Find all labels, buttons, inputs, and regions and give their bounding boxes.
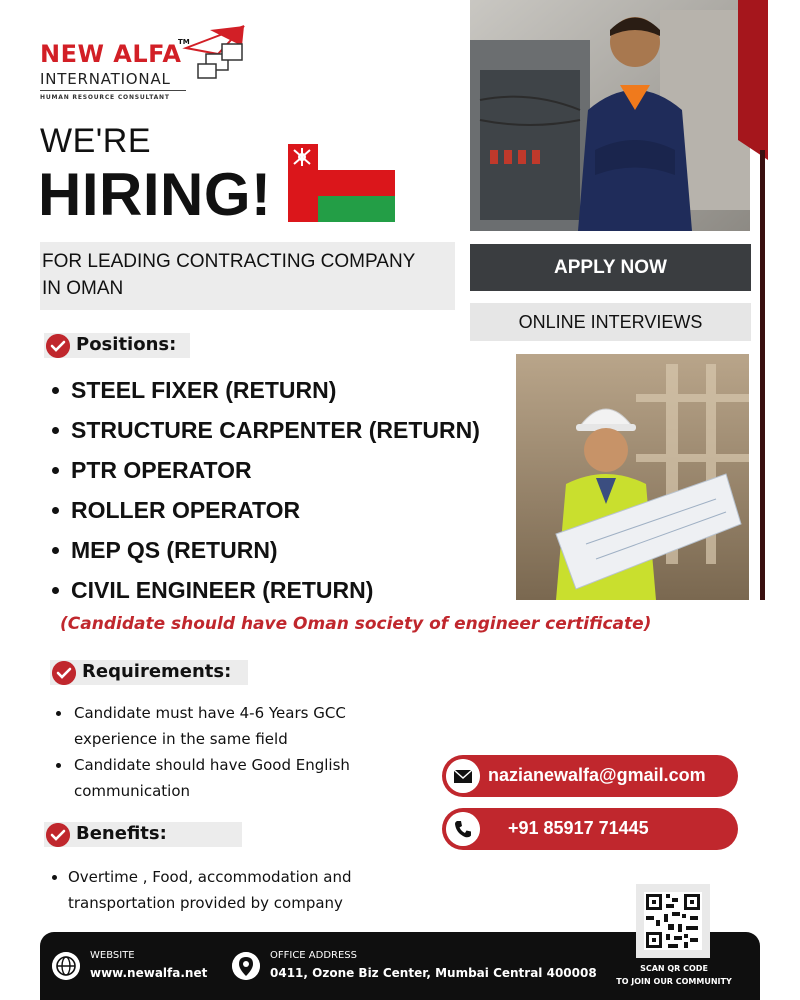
website-link[interactable]: www.newalfa.net <box>90 966 208 980</box>
globe-icon <box>52 952 80 980</box>
qr-caption-line-2: TO JOIN OUR COMMUNITY <box>616 977 732 986</box>
logo-trademark: TM <box>178 38 190 46</box>
headline-hiring: HIRING! <box>38 161 272 228</box>
position-item: PTR OPERATOR <box>52 454 480 494</box>
requirement-item: Candidate should have Good English communication <box>56 752 386 804</box>
company-logo <box>40 24 250 106</box>
qr-code[interactable] <box>636 884 710 958</box>
oman-flag-icon <box>288 144 395 222</box>
online-interviews-label: ONLINE INTERVIEWS <box>470 303 751 341</box>
check-circle-icon <box>46 823 70 847</box>
phone-pill[interactable] <box>442 808 738 850</box>
position-item: STRUCTURE CARPENTER (RETURN) <box>52 414 480 454</box>
positions-title: Positions: <box>76 334 177 355</box>
logo-divider <box>40 90 186 91</box>
office-label: OFFICE ADDRESS <box>270 950 358 961</box>
company-description <box>42 248 442 302</box>
office-address: 0411, Ozone Biz Center, Mumbai Central 400008 <box>270 966 597 980</box>
logo-name: NEW ALFA <box>40 40 182 68</box>
apply-now-button[interactable]: APPLY NOW <box>470 244 751 291</box>
logo-international: INTERNATIONAL <box>40 70 171 88</box>
worker-photo <box>470 0 750 231</box>
benefit-item: Overtime , Food, accommodation and transportation provided by company <box>50 864 380 916</box>
decorative-red-bar <box>738 0 768 160</box>
check-circle-icon <box>46 334 70 358</box>
requirements-title: Requirements: <box>82 661 232 682</box>
qr-caption <box>600 962 748 988</box>
benefits-list <box>50 864 380 916</box>
envelope-icon <box>446 759 480 793</box>
certificate-note: (Candidate should have Oman society of engineer certificate) <box>60 614 652 634</box>
position-item: STEEL FIXER (RETURN) <box>52 374 480 414</box>
email-pill[interactable] <box>442 755 738 797</box>
benefits-title: Benefits: <box>76 823 167 844</box>
company-line-1: FOR LEADING CONTRACTING COMPANY <box>42 251 416 272</box>
check-circle-icon <box>52 661 76 685</box>
location-pin-icon <box>232 952 260 980</box>
position-item: MEP QS (RETURN) <box>52 534 480 574</box>
engineer-photo <box>516 354 749 600</box>
logo-tagline: HUMAN RESOURCE CONSULTANT <box>40 94 170 101</box>
email-address[interactable]: nazianewalfa@gmail.com <box>488 765 706 785</box>
qr-code-icon <box>636 884 710 958</box>
decorative-dark-line <box>760 150 765 600</box>
requirements-list <box>56 700 386 804</box>
company-line-2: IN OMAN <box>42 278 124 299</box>
headline-were: WE'RE <box>40 122 151 160</box>
phone-icon <box>446 812 480 846</box>
position-item: CIVIL ENGINEER (RETURN) <box>52 574 480 614</box>
position-item: ROLLER OPERATOR <box>52 494 480 534</box>
paper-plane-icon <box>180 24 250 86</box>
positions-list <box>52 374 480 614</box>
phone-number[interactable]: +91 85917 71445 <box>508 818 649 838</box>
website-label: WEBSITE <box>90 950 135 961</box>
qr-caption-line-1: SCAN QR CODE <box>640 964 708 973</box>
requirement-item: Candidate must have 4-6 Years GCC experience in the same field <box>56 700 386 752</box>
